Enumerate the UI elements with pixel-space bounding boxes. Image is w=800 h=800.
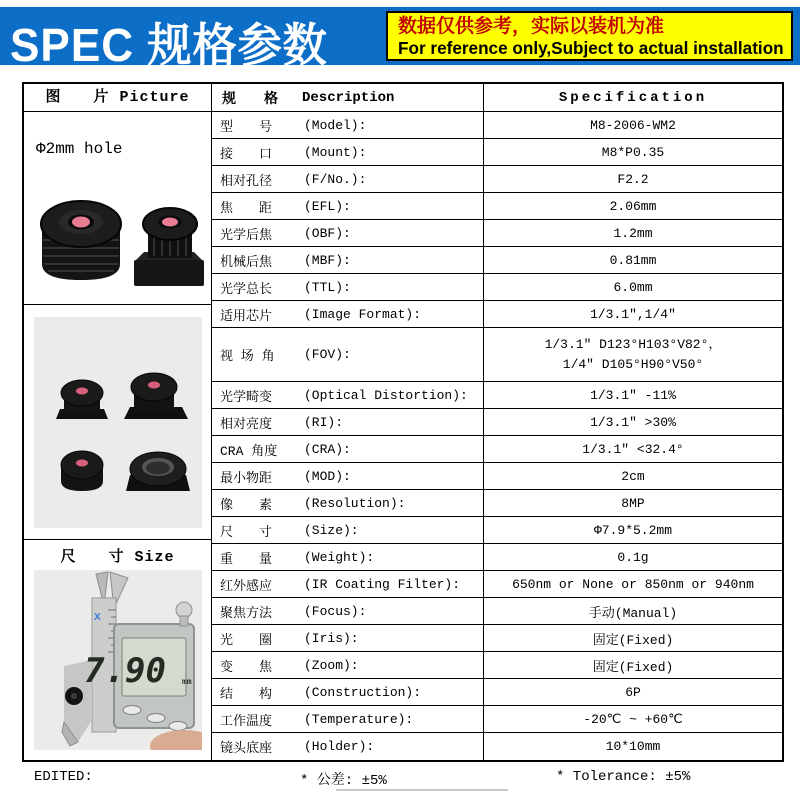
- table-row: [212, 274, 782, 301]
- tolerance-label-cn: * 公差: ±5%: [300, 773, 387, 789]
- row-label-en: (Resolution):: [304, 495, 406, 511]
- row-description: [212, 382, 484, 408]
- row-label-en: (Model):: [304, 117, 367, 133]
- row-description: [212, 301, 484, 327]
- lens-group-photo: [34, 317, 202, 528]
- page-title: SPEC 规格参数: [10, 19, 328, 71]
- table-row: [212, 247, 782, 274]
- table-row: [212, 382, 782, 409]
- row-label-cn: 尺 寸: [220, 524, 273, 540]
- row-label-en: (Image Format):: [304, 306, 422, 322]
- row-spec-value: 1/3.1″ -11%: [590, 387, 676, 403]
- row-label-en: (Focus):: [304, 603, 367, 619]
- row-spec-value: 0.1g: [617, 549, 649, 565]
- row-description: [212, 598, 484, 624]
- row-spec-value: 1/3.1″ >30%: [590, 414, 676, 430]
- table-row: [212, 409, 782, 436]
- description-header-cn: 规 格: [222, 91, 278, 108]
- row-description: [212, 571, 484, 597]
- caliper-unit: mm: [182, 678, 192, 687]
- row-description: [212, 328, 484, 381]
- disclaimer-box: [386, 11, 793, 61]
- row-label-cn: 变 焦: [220, 659, 273, 675]
- row-description: [212, 247, 484, 273]
- row-label-cn: 镜头底座: [220, 741, 273, 756]
- row-spec-value: [484, 328, 782, 381]
- row-label-en: (FOV):: [304, 347, 351, 362]
- picture-column-header: 图 片 Picture: [24, 84, 211, 112]
- row-description: [212, 166, 484, 192]
- row-label-cn: 适用芯片: [220, 308, 273, 324]
- row-label-cn: 接 口: [220, 146, 273, 162]
- row-description: [212, 409, 484, 435]
- row-spec-value: Φ7.9*5.2mm: [593, 522, 672, 538]
- row-label-en: (OBF):: [304, 225, 351, 241]
- row-description: [212, 544, 484, 570]
- specification-header: Specification: [558, 89, 708, 106]
- disclaimer-english: For reference only,Subject to actual installation: [398, 38, 784, 58]
- row-label-en: (Zoom):: [304, 657, 359, 673]
- table-row: [212, 733, 782, 760]
- size-section-header: 尺 寸 Size: [60, 549, 175, 566]
- row-label-cn: 重 量: [220, 551, 273, 567]
- picture-cell-group: [24, 305, 211, 540]
- table-row: [212, 490, 782, 517]
- row-spec-value: 6.0mm: [613, 279, 653, 295]
- row-spec-value: 固定(Fixed): [592, 632, 674, 648]
- row-spec-value: 2cm: [621, 468, 645, 484]
- row-label-en: (MBF):: [304, 252, 351, 268]
- row-description: [212, 274, 484, 300]
- table-row: [212, 652, 782, 679]
- spec-rows-column: [212, 84, 782, 760]
- row-label-en: (Weight):: [304, 549, 375, 565]
- row-label-cn: CRA 角度: [220, 443, 278, 459]
- row-spec-value: F2.2: [617, 171, 649, 187]
- tolerance-label-en: * Tolerance: ±5%: [556, 769, 691, 785]
- row-label-cn: 相对亮度: [220, 416, 273, 432]
- row-label-en: (CRA):: [304, 441, 351, 457]
- row-spec-value: 650nm or None or 850nm or 940nm: [512, 576, 754, 592]
- spec-table: [22, 82, 784, 762]
- row-label-cn: 像 素: [220, 497, 273, 513]
- row-label-en: (IR Coating Filter):: [304, 576, 461, 592]
- row-label-cn: 光学后焦: [220, 227, 273, 243]
- row-description: [212, 436, 484, 462]
- row-description: [212, 706, 484, 732]
- picture-cell-size: [24, 540, 211, 759]
- table-row: [212, 328, 782, 382]
- table-row: [212, 463, 782, 490]
- description-header-en: Description: [302, 89, 395, 106]
- row-spec-value: 6P: [625, 684, 641, 700]
- row-label-en: (Mount):: [304, 144, 367, 160]
- table-row: [212, 679, 782, 706]
- caliper-reading: 7.90: [84, 651, 166, 691]
- row-spec-value: 1/3.1″ <32.4°: [582, 441, 684, 457]
- row-spec-value: M8-2006-WM2: [590, 117, 676, 133]
- row-description: [212, 490, 484, 516]
- row-description: [212, 193, 484, 219]
- row-spec-value: 1/3.1″,1/4″: [590, 306, 676, 322]
- row-description: [212, 679, 484, 705]
- row-label-cn: 红外感应: [220, 578, 273, 594]
- row-spec-line1: 1/3.1″ D123°H103°V82°，: [544, 336, 722, 352]
- row-description: [212, 625, 484, 651]
- table-row: [212, 598, 782, 625]
- row-label-en: (Temperature):: [304, 711, 414, 727]
- spec-rows: [212, 112, 782, 760]
- table-row: [212, 301, 782, 328]
- lens-photo-pair: [24, 168, 210, 296]
- row-description: [212, 463, 484, 489]
- table-row: [212, 193, 782, 220]
- row-spec-value: M8*P0.35: [601, 144, 665, 160]
- row-description: [212, 517, 484, 543]
- table-row: [212, 436, 782, 463]
- row-label-cn: 光学总长: [220, 281, 273, 297]
- disclaimer-chinese: 数据仅供参考，实际以装机为准: [398, 16, 665, 37]
- table-row: [212, 706, 782, 733]
- row-spec-value: 10*10mm: [605, 739, 661, 754]
- row-label-cn: 相对孔径: [220, 173, 273, 189]
- table-row: [212, 112, 782, 139]
- row-label-cn: 机械后焦: [220, 254, 273, 270]
- row-label-cn: 型 号: [220, 119, 273, 135]
- table-row: [212, 571, 782, 598]
- row-spec-value: -20℃ ~ +60℃: [583, 711, 683, 727]
- row-label-cn: 视 场 角: [220, 349, 275, 364]
- row-description: [212, 112, 484, 138]
- tolerance-underline: [336, 789, 508, 791]
- row-label-en: (Iris):: [304, 630, 359, 646]
- table-row: [212, 166, 782, 193]
- table-header-row: [212, 84, 782, 112]
- row-label-en: (Size):: [304, 522, 359, 538]
- row-label-cn: 光学畸变: [220, 389, 273, 405]
- row-spec-value: 8MP: [621, 495, 645, 511]
- row-label-en: (RI):: [304, 414, 344, 430]
- row-label-en: (F/No.):: [304, 171, 367, 187]
- row-label-en: (EFL):: [304, 198, 351, 214]
- row-label-cn: 焦 距: [220, 200, 273, 216]
- edited-label: EDITED:: [34, 769, 93, 785]
- row-label-cn: 最小物距: [220, 470, 273, 486]
- picture-column: [24, 84, 212, 760]
- row-label-cn: 聚焦方法: [220, 605, 273, 621]
- row-label-cn: 工作温度: [220, 713, 273, 729]
- svg-text:X: X: [94, 612, 101, 623]
- row-spec-value: 0.81mm: [609, 252, 657, 268]
- table-row: [212, 544, 782, 571]
- row-spec-line2: 1/4″ D105°H90°V50°: [562, 356, 704, 372]
- table-row: [212, 517, 782, 544]
- table-row: [212, 625, 782, 652]
- row-description: [212, 733, 484, 760]
- row-spec-value: 固定(Fixed): [592, 659, 674, 675]
- row-label-en: (Optical Distortion):: [304, 387, 468, 403]
- row-label-en: (Holder):: [304, 739, 375, 754]
- row-description: [212, 220, 484, 246]
- table-row: [212, 139, 782, 166]
- row-label-cn: 光 圈: [220, 632, 273, 648]
- row-description: [212, 139, 484, 165]
- table-row: [212, 220, 782, 247]
- row-label-en: (TTL):: [304, 279, 351, 295]
- row-label-en: (MOD):: [304, 468, 351, 484]
- row-spec-value: 手动(Manual): [588, 605, 678, 621]
- header-banner: [0, 7, 800, 71]
- row-label-cn: 结 构: [220, 686, 273, 702]
- row-spec-value: 2.06mm: [609, 198, 657, 214]
- picture-cell-lenses: [24, 112, 211, 305]
- hole-size-label: Φ2mm hole: [36, 140, 123, 158]
- row-label-en: (Construction):: [304, 684, 422, 700]
- description-header: [212, 84, 484, 111]
- row-description: [212, 652, 484, 678]
- caliper-photo: [34, 570, 202, 750]
- row-spec-value: 1.2mm: [613, 225, 653, 241]
